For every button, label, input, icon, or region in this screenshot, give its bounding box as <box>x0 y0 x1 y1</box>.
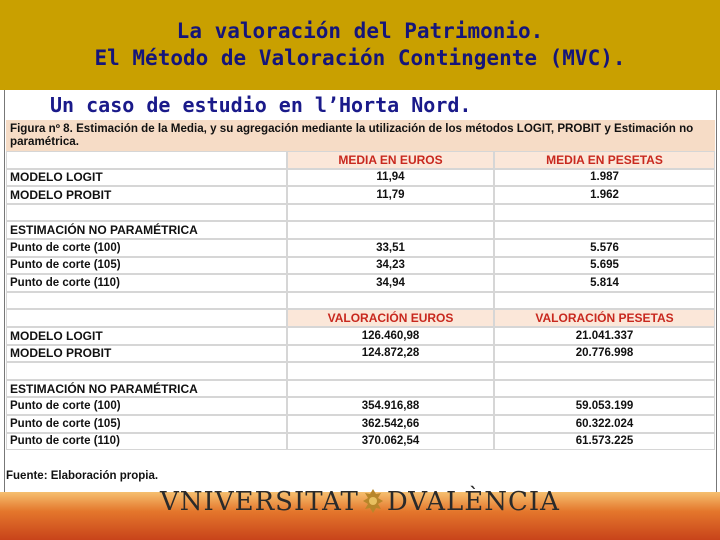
table-cell: 124.872,28 <box>287 345 494 363</box>
column-header: MEDIA EN PESETAS <box>494 151 715 169</box>
slide-subtitle: Un caso de estudio en l’Horta Nord. <box>50 93 472 117</box>
table-row <box>6 257 715 275</box>
slide-header <box>0 0 720 90</box>
table-cell: 126.460,98 <box>287 327 494 345</box>
table-cell: 362.542,66 <box>287 415 494 433</box>
table-cell: 34,94 <box>287 274 494 292</box>
table-row <box>6 397 715 415</box>
table-row <box>6 169 715 187</box>
table-cell: ESTIMACIÓN NO PARAMÉTRICA <box>6 380 287 398</box>
logo-text-mid: D <box>386 487 409 517</box>
table-cell <box>6 309 287 327</box>
table-cell: 5.576 <box>494 239 715 257</box>
table-cell: 60.322.024 <box>494 415 715 433</box>
table-cell: MODELO PROBIT <box>6 186 287 204</box>
university-logo <box>0 487 720 517</box>
table-row <box>6 204 715 222</box>
table-cell <box>494 292 715 310</box>
table-row <box>6 415 715 433</box>
table-row <box>6 221 715 239</box>
table-row <box>6 327 715 345</box>
table-row <box>6 274 715 292</box>
table-row <box>6 186 715 204</box>
table-cell: Punto de corte (110) <box>6 274 287 292</box>
slide-title-line-1: La valoración del Patrimonio. <box>176 19 544 43</box>
table-cell: Punto de corte (110) <box>6 433 287 451</box>
logo-text-left: VNIVERSITAT <box>160 487 359 517</box>
table-row <box>6 309 715 327</box>
table-cell: Punto de corte (100) <box>6 397 287 415</box>
figure-caption: Figura nº 8. Estimación de la Media, y su agregación mediante la utilización de los métodos LOGIT, PROBIT y Estimación no paramétrica. <box>6 120 715 151</box>
table-cell <box>494 221 715 239</box>
table-cell <box>6 362 287 380</box>
table-cell: 61.573.225 <box>494 433 715 451</box>
table-row <box>6 433 715 451</box>
table-row <box>6 380 715 398</box>
university-seal-icon <box>362 488 384 514</box>
logo-text-right: VALÈNCIA <box>408 487 560 517</box>
table-cell: 1.987 <box>494 169 715 187</box>
table-cell: 33,51 <box>287 239 494 257</box>
table-cell <box>6 151 287 169</box>
table-cell: ESTIMACIÓN NO PARAMÉTRICA <box>6 221 287 239</box>
table-cell: MODELO PROBIT <box>6 345 287 363</box>
table-cell: 5.814 <box>494 274 715 292</box>
table-cell <box>494 204 715 222</box>
table-row <box>6 151 715 169</box>
table-row <box>6 292 715 310</box>
table-cell <box>494 380 715 398</box>
column-header: VALORACIÓN PESETAS <box>494 309 715 327</box>
table-cell: 1.962 <box>494 186 715 204</box>
table-cell <box>6 204 287 222</box>
table-cell <box>287 292 494 310</box>
table-cell <box>287 204 494 222</box>
table-row <box>6 345 715 363</box>
table-cell: 59.053.199 <box>494 397 715 415</box>
table-cell <box>287 362 494 380</box>
table-row <box>6 239 715 257</box>
column-header: VALORACIÓN EUROS <box>287 309 494 327</box>
slide-title-line-2: El Método de Valoración Contingente (MVC). <box>94 46 626 70</box>
table-cell: 5.695 <box>494 257 715 275</box>
table-cell: Punto de corte (105) <box>6 257 287 275</box>
table-cell: 11,79 <box>287 186 494 204</box>
table-cell: Punto de corte (105) <box>6 415 287 433</box>
table-cell: MODELO LOGIT <box>6 327 287 345</box>
table-cell <box>287 380 494 398</box>
table-row <box>6 362 715 380</box>
table-cell: 370.062,54 <box>287 433 494 451</box>
table-cell: 11,94 <box>287 169 494 187</box>
table-cell <box>287 221 494 239</box>
table-cell: 20.776.998 <box>494 345 715 363</box>
table-cell: Punto de corte (100) <box>6 239 287 257</box>
table-cell: 21.041.337 <box>494 327 715 345</box>
table-cell: MODELO LOGIT <box>6 169 287 187</box>
table-cell <box>494 362 715 380</box>
valuation-table <box>6 151 715 450</box>
table-cell: 354.916,88 <box>287 397 494 415</box>
table-cell <box>6 292 287 310</box>
table-cell: 34,23 <box>287 257 494 275</box>
source-footnote: Fuente: Elaboración propia. <box>6 470 159 482</box>
column-header: MEDIA EN EUROS <box>287 151 494 169</box>
